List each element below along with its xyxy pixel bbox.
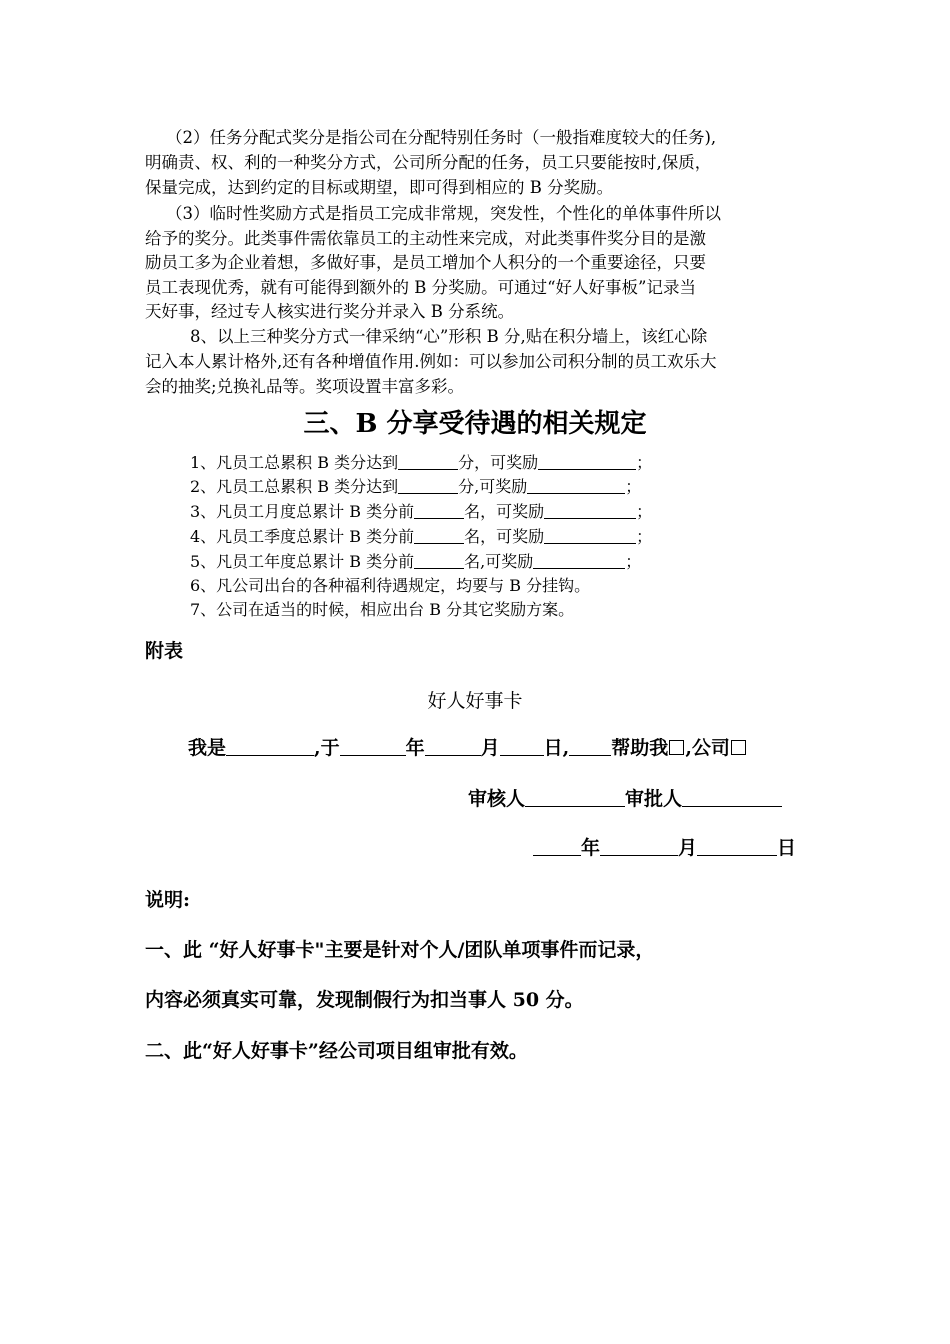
rule-item: 6、凡公司出台的各种福利待遇规定，均要与 B 分挂钩。 xyxy=(190,576,591,595)
fill-blank[interactable] xyxy=(398,477,458,494)
month-blank[interactable] xyxy=(425,736,481,756)
card-date: 年 月 日 xyxy=(533,835,796,861)
day-blank[interactable] xyxy=(500,736,544,756)
note-line: 内容必须真实可靠，发现制假行为扣当事人 50 分。 xyxy=(145,989,584,1011)
paragraph-line: 员工表现优秀，就有可能得到额外的 B 分奖励。可通过“好人好事板”记录当 xyxy=(145,278,696,297)
paragraph-line: 励员工多为企业着想，多做好事，是员工增加个人积分的一个重要途径，只要 xyxy=(145,253,706,272)
rule-item: 5、凡员工年度总累计 B 类分前 名,可奖励 ； xyxy=(190,552,642,571)
paragraph-line: 给予的奖分。此类事件需依靠员工的主动性来完成，对此类事件奖分目的是激 xyxy=(145,229,706,248)
paragraph-line: 会的抽奖;兑换礼品等。奖项设置丰富多彩。 xyxy=(145,377,465,396)
reviewer-blank[interactable] xyxy=(525,787,625,807)
checkbox-company[interactable] xyxy=(731,740,746,755)
paragraph-line: 记入本人累计格外,还有各种增值作用.例如：可以参加公司积分制的员工欢乐大 xyxy=(145,352,717,371)
date-month-blank[interactable] xyxy=(600,836,678,856)
fill-blank[interactable] xyxy=(398,453,458,470)
card-signatures: 审核人 审批人 xyxy=(468,786,782,812)
fill-blank[interactable] xyxy=(544,527,636,544)
rule-item: 7、公司在适当的时候，相应出台 B 分其它奖励方案。 xyxy=(190,600,575,619)
note-line: 一、此 “好人好事卡"主要是针对个人/团队单项事件而记录， xyxy=(145,939,655,961)
name-blank[interactable] xyxy=(226,736,314,756)
rule-item: 4、凡员工季度总累计 B 类分前 名，可奖励 ； xyxy=(190,527,653,546)
paragraph-line: 8、以上三种奖分方式一律采纳“心”形积 B 分,贴在积分墙上，该红心除 xyxy=(190,327,708,346)
attachment-label: 附表 xyxy=(145,640,184,662)
note-line: 二、此“好人好事卡”经公司项目组审批有效。 xyxy=(145,1040,528,1062)
date-year-blank[interactable] xyxy=(533,836,581,856)
section-heading: 三、B 分享受待遇的相关规定 xyxy=(303,409,647,439)
paragraph-line: （3）临时性奖励方式是指员工完成非常规，突发性，个性化的单体事件所以 xyxy=(166,204,721,223)
card-title: 好人好事卡 xyxy=(427,690,523,712)
helper-blank[interactable] xyxy=(569,736,611,756)
rule-item: 2、凡员工总累积 B 类分达到 分,可奖励 ； xyxy=(190,477,642,496)
paragraph-line: 保量完成，达到约定的目标或期望，即可得到相应的 B 分奖励。 xyxy=(145,178,614,197)
fill-blank[interactable] xyxy=(414,527,464,544)
rule-item: 3、凡员工月度总累计 B 类分前 名，可奖励 ； xyxy=(190,502,653,521)
paragraph-line: （2）任务分配式奖分是指公司在分配特别任务时（一般指难度较大的任务), xyxy=(166,128,717,147)
paragraph-line: 天好事，经过专人核实进行奖分并录入 B 分系统。 xyxy=(145,302,515,321)
paragraph-line: 明确责、权、利的一种奖分方式，公司所分配的任务，员工只要能按时,保质， xyxy=(145,153,712,172)
fill-blank[interactable] xyxy=(414,502,464,519)
fill-blank[interactable] xyxy=(544,502,636,519)
date-day-blank[interactable] xyxy=(697,836,777,856)
fill-blank[interactable] xyxy=(414,552,464,569)
fill-blank[interactable] xyxy=(527,477,625,494)
year-blank[interactable] xyxy=(340,736,406,756)
rule-item: 1、凡员工总累积 B 类分达到 分，可奖励 ； xyxy=(190,453,653,472)
fill-blank[interactable] xyxy=(538,453,636,470)
card-statement: 我是 ,于 年 月 日, 帮助我 ,公司 xyxy=(188,735,747,761)
fill-blank[interactable] xyxy=(533,552,625,569)
approver-blank[interactable] xyxy=(682,787,782,807)
checkbox-self[interactable] xyxy=(669,740,684,755)
notes-label: 说明: xyxy=(145,889,191,911)
